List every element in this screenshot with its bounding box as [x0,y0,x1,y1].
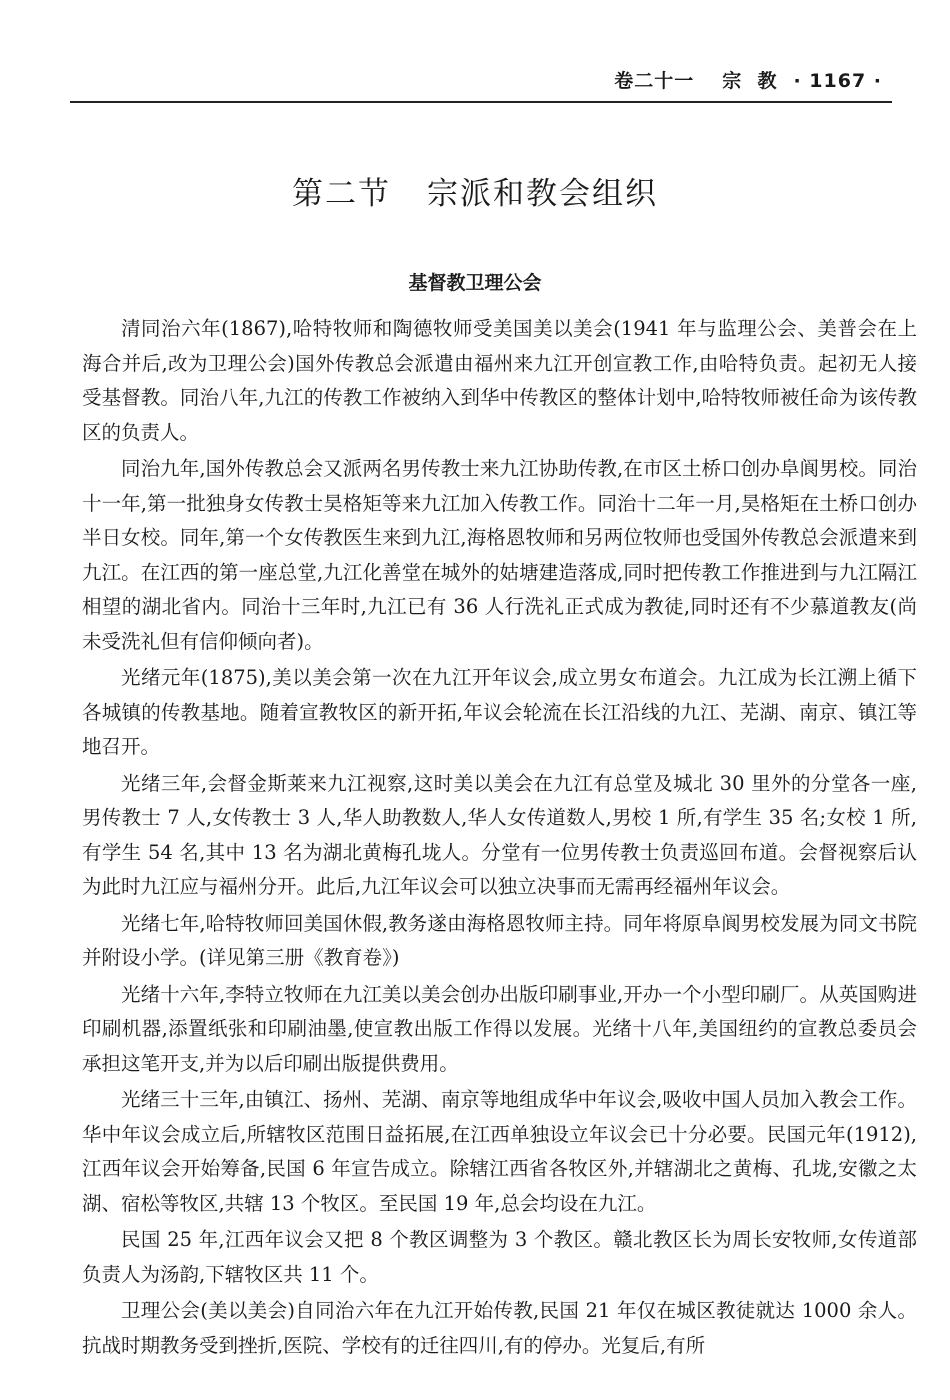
header-subject: 宗 教 [722,70,778,92]
section-number: 第二节 [292,176,391,212]
paragraph: 光绪元年(1875),美以美会第一次在九江开年议会,成立男女布道会。九江成为长江溯上循下各城镇的传教基地。随着宣教牧区的新开拓,年议会轮流在长江沿线的九江、芜湖、南京、镇江等地召开。 [82,666,917,758]
paragraph: 清同治六年(1867),哈特牧师和陶德牧师受美国美以美会(1941 年与监理公会、美普会在上海合并后,改为卫理公会)国外传教总会派遣由福州来九江开创宣教工作,由哈特负责。起初无人接受基督教。同治八年,九江的传教工作被纳入到华中传教区的整体计划中,哈特牧师被任命为该传教区的负责人。 [82,317,917,444]
paragraph: 光绪三年,会督金斯莱来九江视察,这时美以美会在九江有总堂及城北 30 里外的分堂各一座,男传教士 7 人,女传教士 3 人,华人助教数人,华人女传道数人,男校 1 所,有学生 35 名;女校 1 所,有学生 54 名,其中 13 名为湖北黄梅孔垅人。分堂有一位男传教士负责巡回布道。会督视察后认为此时九江应与福州分开。此后,九江年议会可以独立决事而无需再经福州年议会。 [82,771,917,898]
section-name: 宗派和教会组织 [427,176,658,212]
paragraph: 同治九年,国外传教总会又派两名男传教士来九江协助传教,在市区土桥口创办阜阆男校。同治十一年,第一批独身女传教士昊格矩等来九江加入传教工作。同治十二年一月,昊格矩在土桥口创办半日女校。同年,第一个女传教医生来到九江,海格恩牧师和另两位牧师也受国外传教总会派遣来到九江。在江西的第一座总堂,九江化善堂在城外的姑塘建造落成,同时把传教工作推进到与九江隔江相望的湖北省内。同治十三年时,九江已有 36 人行洗礼正式成为教徒,同时还有不少慕道教友(尚未受洗礼但有信仰倾向者)。 [82,457,917,653]
running-header [614,66,882,93]
header-page-number: · 1167 · [793,70,882,92]
header-rule [70,101,892,103]
paragraph: 民国 25 年,江西年议会又把 8 个教区调整为 3 个教区。赣北教区长为周长安牧师,女传道部负责人为汤韵,下辖牧区共 11 个。 [82,1228,917,1286]
body-text [82,312,917,1365]
paragraph: 光绪十六年,李特立牧师在九江美以美会创办出版印刷事业,开办一个小型印刷厂。从英国购进印刷机器,添置纸张和印刷油墨,使宣教出版工作得以发展。光绪十八年,美国纽约的宣教总委员会承担这笔开支,并为以后印刷出版提供费用。 [82,982,917,1075]
paragraph: 光绪七年,哈特牧师回美国休假,教务遂由海格恩牧师主持。同年将原阜阆男校发展为同文书院并附设小学。(详见第三册《教育卷》) [82,911,917,969]
paragraph: 卫理公会(美以美会)自同治六年在九江开始传教,民国 21 年仅在城区教徒就达 1000 余人。抗战时期教务受到挫折,医院、学校有的迁往四川,有的停办。光复后,有所 [82,1299,917,1357]
header-volume: 卷二十一 [614,70,695,92]
paragraph: 光绪三十三年,由镇江、扬州、芜湖、南京等地组成华中年议会,吸收中国人员加入教会工作。华中年议会成立后,所辖牧区范围日益拓展,在江西单独设立年议会已十分必要。民国元年(1912),江西年议会开始筹备,民国 6 年宣告成立。除辖江西省各牧区外,并辖湖北之黄梅、孔垅,安徽之太湖、宿松等牧区,共辖 13 个牧区。至民国 19 年,总会均设在九江。 [82,1088,917,1215]
subsection-title: 基督教卫理公会 [408,272,542,294]
section-title [0,168,950,213]
